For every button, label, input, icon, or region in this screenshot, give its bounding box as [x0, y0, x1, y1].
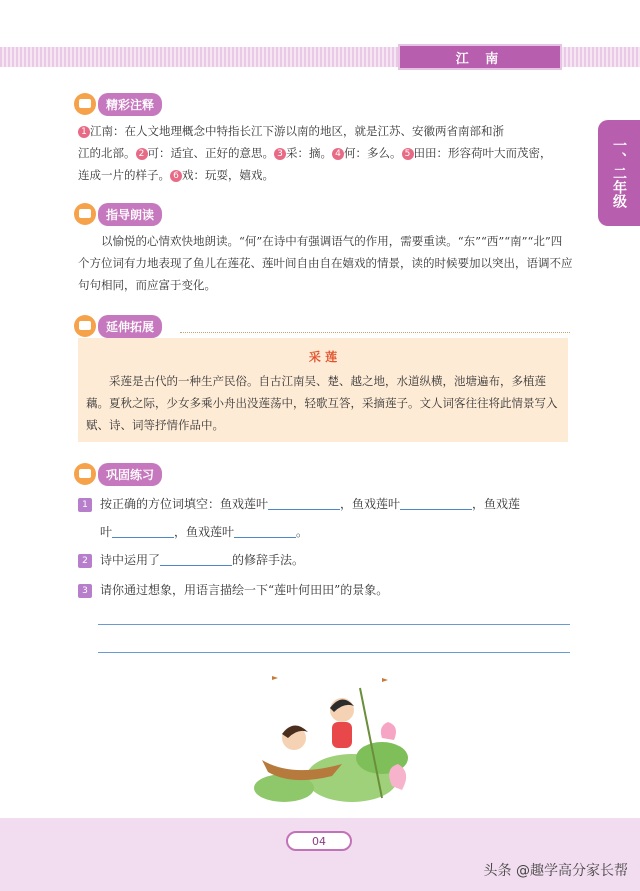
answer-line[interactable] — [98, 652, 570, 653]
section-extension-header — [74, 314, 162, 338]
section-practice-title: 巩固练习 — [98, 463, 162, 486]
answer-blank[interactable] — [112, 523, 174, 538]
question-text: 。 — [296, 525, 309, 539]
pencil-icon — [74, 463, 96, 485]
question-1-line-1 — [78, 492, 520, 516]
note-text: 江的北部。 — [78, 146, 136, 160]
section-extension-title: 延伸拓展 — [98, 315, 162, 338]
note-text: 田田：形容荷叶大而茂密， — [413, 146, 552, 160]
answer-blank[interactable] — [234, 523, 296, 538]
note-line — [78, 164, 573, 186]
question-text: ，鱼戏莲 — [472, 497, 521, 511]
note-number: 5 — [402, 148, 414, 160]
lotus-children-illustration — [232, 668, 418, 810]
page-title: 江 南 — [398, 44, 562, 70]
question-text: 的修辞手法。 — [232, 553, 305, 567]
note-text: 何：多么。 — [344, 146, 402, 160]
reading-body: 以愉悦的心情欢快地朗读。“何”在诗中有强调语气的作用，需要重读。“东”“西”“南”“北”四个方位词有力地表现了鱼儿在莲花、莲叶间自由自在嬉戏的情景，读的时候要加以突出，语调不应句句相同，而应富于变化。 — [78, 234, 573, 292]
answer-line[interactable] — [98, 624, 570, 625]
box-title: 采 莲 — [308, 350, 338, 364]
note-text: 采：摘。 — [286, 146, 332, 160]
question-text: 诗中运用了 — [100, 553, 161, 567]
note-number: 2 — [136, 148, 148, 160]
section-practice-header — [74, 462, 162, 486]
grade-tab: 一、二年级 — [598, 120, 640, 226]
question-text: 请你通过想象，用语言描绘一下“莲叶何田田”的景象。 — [100, 583, 389, 597]
book-icon — [74, 93, 96, 115]
section-reading-header — [74, 202, 162, 226]
answer-blank[interactable] — [400, 495, 472, 510]
question-text: 按正确的方位词填空：鱼戏莲叶 — [100, 497, 269, 511]
question-1-line-2 — [100, 520, 308, 544]
question-number: 1 — [78, 498, 92, 512]
note-text: 江南：在人文地理概念中特指长江下游以南的地区，就是江苏、安徽两省南部和浙 — [90, 124, 504, 138]
section-notes-header — [74, 92, 162, 116]
section-notes-title: 精彩注释 — [98, 93, 162, 116]
microphone-icon — [74, 203, 96, 225]
question-text: 叶 — [100, 525, 113, 539]
extension-box — [78, 338, 568, 442]
footer-band — [0, 818, 640, 891]
question-number: 3 — [78, 584, 92, 598]
notes-body — [78, 120, 573, 186]
section-reading-title: 指导朗读 — [98, 203, 162, 226]
note-number: 4 — [332, 148, 344, 160]
answer-blank[interactable] — [268, 495, 340, 510]
note-text: 连成一片的样子。 — [78, 168, 170, 182]
note-line — [78, 142, 573, 164]
question-text: ，鱼戏莲叶 — [174, 525, 235, 539]
divider — [180, 332, 570, 333]
note-number: 6 — [170, 170, 182, 182]
note-number: 3 — [274, 148, 286, 160]
question-3 — [78, 578, 388, 602]
note-text: 可：适宜、正好的意思。 — [147, 146, 274, 160]
page-number: 04 — [286, 831, 352, 851]
question-number: 2 — [78, 554, 92, 568]
telescope-icon — [74, 315, 96, 337]
question-2 — [78, 548, 304, 572]
question-text: ，鱼戏莲叶 — [340, 497, 401, 511]
box-text: 采莲是古代的一种生产民俗。自古江南吴、楚、越之地，水道纵横，池塘遍布，多植莲藕。夏秋之际，少女多乘小舟出没莲荡中，轻歌互答，采摘莲子。文人词客往往将此情景写入赋、诗、词等抒情作品中。 — [86, 374, 558, 432]
note-line — [78, 120, 573, 142]
watermark: 头条 @趣学高分家长帮 — [483, 863, 628, 879]
note-number: 1 — [78, 126, 90, 138]
answer-blank[interactable] — [160, 551, 232, 566]
note-text: 戏：玩耍，嬉戏。 — [182, 168, 274, 182]
